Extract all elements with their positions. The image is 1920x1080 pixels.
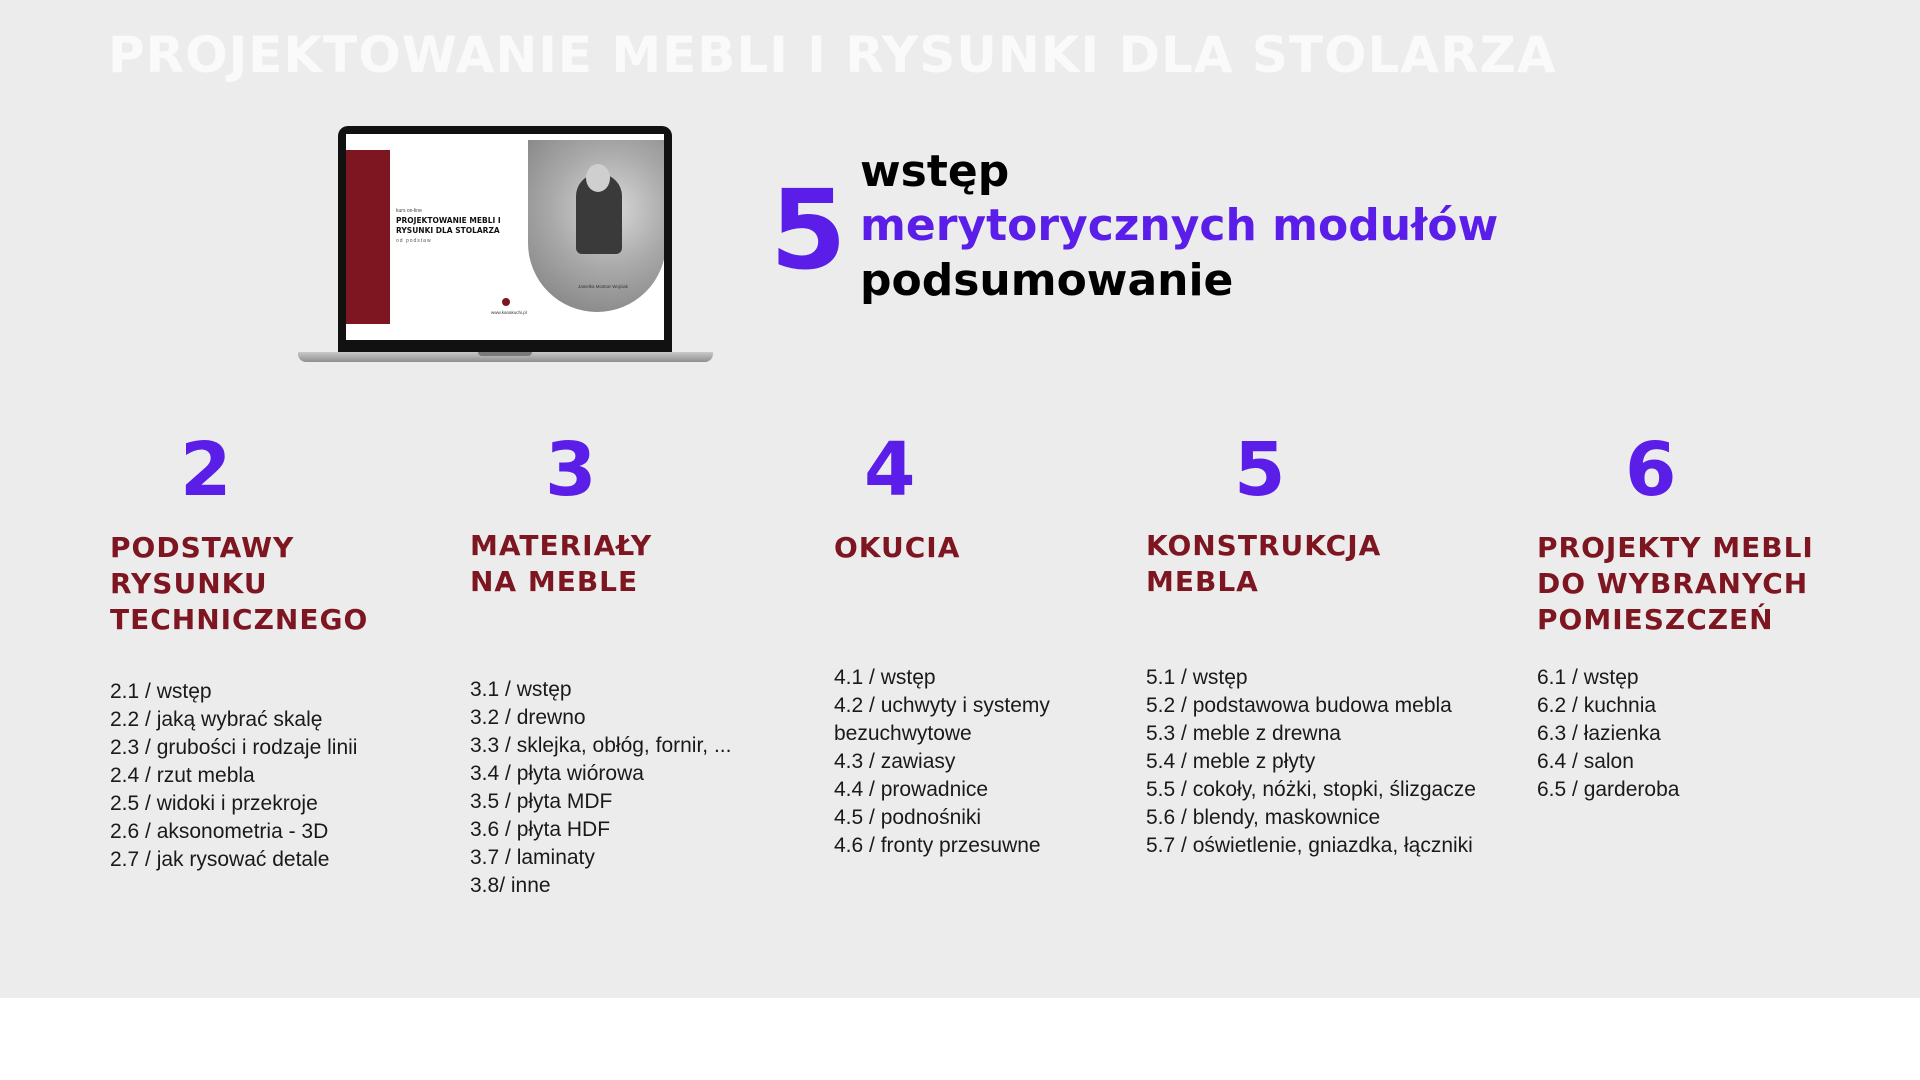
list-item: 5.1 / wstęp bbox=[1146, 666, 1248, 689]
list-item: 5.6 / blendy, maskownice bbox=[1146, 806, 1381, 829]
module-topic-list bbox=[834, 664, 1074, 860]
list-item: 4.6 / fronty przesuwne bbox=[834, 834, 1041, 857]
screen-person-head bbox=[586, 164, 610, 192]
module-topic-list bbox=[110, 678, 400, 874]
module-topic-list bbox=[470, 676, 760, 900]
list-item: 4.3 / zawiasy bbox=[834, 750, 956, 773]
laptop-notch bbox=[478, 352, 532, 356]
headline-line-2: merytorycznych modułów bbox=[860, 200, 1499, 251]
screen-course-title: PROJEKTOWANIE MEBLI I RYSUNKI DLA STOLARZA bbox=[396, 216, 501, 235]
list-item: 2.7 / jak rysować detale bbox=[110, 848, 330, 871]
list-item: 3.8/ inne bbox=[470, 874, 551, 897]
list-item: 2.1 / wstęp bbox=[110, 680, 212, 703]
module-title: KONSTRUKCJA MEBLA bbox=[1146, 529, 1382, 598]
list-item: 5.3 / meble z drewna bbox=[1146, 722, 1341, 745]
list-item: 2.4 / rzut mebla bbox=[110, 764, 255, 787]
list-item: 3.2 / drewno bbox=[470, 706, 586, 729]
list-item: 5.2 / podstawowa budowa mebla bbox=[1146, 694, 1452, 717]
module-topic-list bbox=[1146, 664, 1526, 860]
module-title: MATERIAŁY NA MEBLE bbox=[470, 529, 653, 598]
list-item: 6.5 / garderoba bbox=[1537, 778, 1680, 801]
list-item: 3.1 / wstęp bbox=[470, 678, 572, 701]
list-item: 4.5 / podnośniki bbox=[834, 806, 982, 829]
module-number: 4 bbox=[864, 427, 916, 513]
laptop-screen bbox=[346, 134, 664, 340]
list-item: 2.6 / aksonometria - 3D bbox=[110, 820, 329, 843]
list-item: 3.5 / płyta MDF bbox=[470, 790, 613, 813]
module-topic-list bbox=[1537, 664, 1827, 804]
module-title: PROJEKTY MEBLI DO WYBRANYCH POMIESZCZEŃ bbox=[1537, 531, 1814, 636]
list-item: 3.7 / laminaty bbox=[470, 846, 595, 869]
laptop-lid bbox=[338, 126, 672, 354]
screen-author: Janielka Mostrar Wojciak bbox=[578, 284, 628, 289]
laptop-mockup bbox=[298, 126, 713, 366]
list-item: 6.3 / łazienka bbox=[1537, 722, 1661, 745]
list-item: 3.3 / sklejka, obłóg, fornir, ... bbox=[470, 734, 732, 757]
list-item: 5.4 / meble z płyty bbox=[1146, 750, 1316, 773]
list-item: 4.2 / uchwyty i systemy bezuchwytowe bbox=[834, 694, 1050, 745]
screen-logo-dot bbox=[502, 298, 510, 306]
list-item: 3.6 / płyta HDF bbox=[470, 818, 611, 841]
list-item: 6.1 / wstęp bbox=[1537, 666, 1639, 689]
module-number: 3 bbox=[545, 427, 597, 513]
list-item: 5.7 / oświetlenie, gniazdka, łączniki bbox=[1146, 834, 1473, 857]
module-number: 6 bbox=[1625, 427, 1677, 513]
screen-accent-bar bbox=[346, 150, 390, 324]
list-item: 2.2 / jaką wybrać skalę bbox=[110, 708, 323, 731]
screen-kicker: kurs on-line bbox=[396, 208, 422, 214]
list-item: 6.4 / salon bbox=[1537, 750, 1634, 773]
list-item: 4.1 / wstęp bbox=[834, 666, 936, 689]
page-title: PROJEKTOWANIE MEBLI I RYSUNKI DLA STOLARZA bbox=[108, 26, 1557, 84]
screen-url: www.kanakuchi.pl bbox=[491, 310, 527, 315]
headline-number: 5 bbox=[770, 166, 847, 294]
module-title: PODSTAWY RYSUNKU TECHNICZNEGO bbox=[110, 531, 369, 636]
module-number: 2 bbox=[180, 427, 232, 513]
headline-line-3: podsumowanie bbox=[860, 255, 1234, 306]
list-item: 2.5 / widoki i przekroje bbox=[110, 792, 318, 815]
list-item: 3.4 / płyta wiórowa bbox=[470, 762, 644, 785]
screen-subtitle: od podstaw bbox=[396, 238, 432, 244]
module-number: 5 bbox=[1234, 427, 1286, 513]
list-item: 5.5 / cokoły, nóżki, stopki, ślizgacze bbox=[1146, 778, 1476, 801]
list-item: 4.4 / prowadnice bbox=[834, 778, 989, 801]
module-title: OKUCIA bbox=[834, 531, 961, 564]
list-item: 6.2 / kuchnia bbox=[1537, 694, 1657, 717]
headline-line-1: wstęp bbox=[860, 146, 1010, 197]
list-item: 2.3 / grubości i rodzaje linii bbox=[110, 736, 358, 759]
